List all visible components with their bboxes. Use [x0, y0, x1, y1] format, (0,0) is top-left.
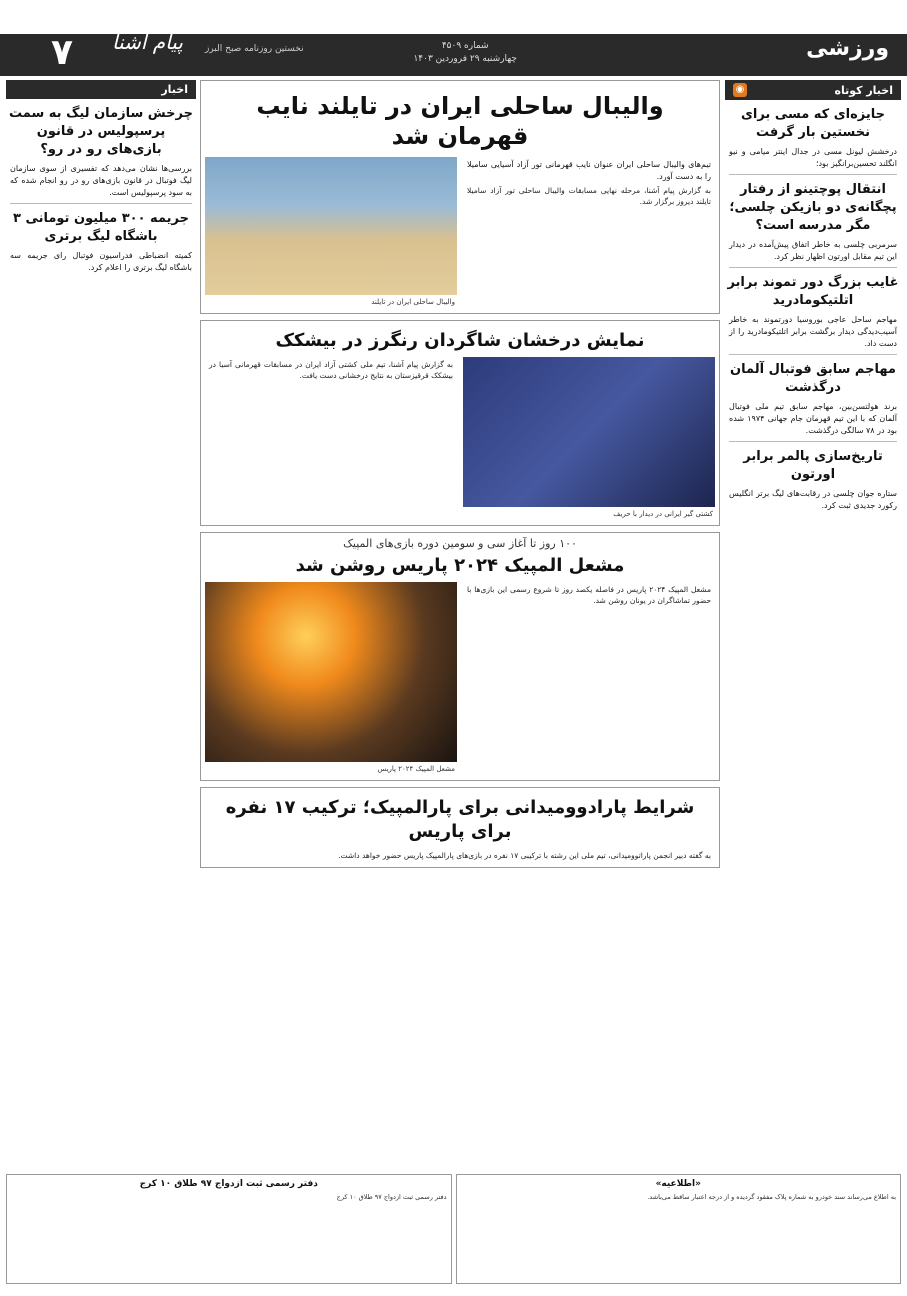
story-olympic-torch: [200, 532, 720, 781]
story-body: به گزارش پیام آشنا، تیم ملی کشتی آزاد ایران در مسابقات قهرمانی آسیا در بیشکک قرقیزستان به نتایج درخشانی دست یافت.: [209, 360, 453, 380]
news-title: چرخش سازمان لیگ به سمت پرسپولیس در قانون بازی‌های رو در رو؟: [8, 106, 193, 157]
news-lead: کمیته انضباطی فدراسیون فوتبال رای جریمه سه باشگاه لیگ برتری را اعلام کرد.: [10, 251, 192, 272]
story-para-athletics: [200, 787, 720, 868]
notice-box: [456, 1174, 902, 1284]
news-column: [6, 80, 196, 1170]
story-grid: [205, 157, 715, 309]
divider: [729, 174, 897, 175]
news-lead: مهاجم ساحل عاجی بوروسیا دورتموند به خاطر آسیب‌دیدگی دیدار برگشت برابر اتلتیکومادرید را از دست داد.: [729, 315, 897, 348]
photo-caption: کشتی گیر ایرانی در دیدار با حریف: [613, 510, 713, 518]
story-kicker: ۱۰۰ روز تا آغاز سی و سومین دوره بازی‌های المپیک: [343, 537, 577, 550]
photo-caption: مشعل المپیک ۲۰۲۴ پاریس: [377, 765, 455, 773]
olympic-torch-photo: [205, 582, 457, 762]
notice-title: «اطلاعیه»: [655, 1179, 701, 1189]
beach-volleyball-photo: [205, 157, 457, 295]
notice-body: به اطلاع می‌رساند سند خودرو به شماره پلاک مفقود گردیده و از درجه اعتبار ساقط می‌باشد.: [647, 1193, 896, 1201]
divider: [729, 267, 897, 268]
news-lead: سرمربی چلسی به خاطر اتفاق پیش‌آمده در دیدار این تیم مقابل اورتون اظهار نظر کرد.: [729, 240, 897, 261]
main-column: [200, 80, 720, 1170]
notice-box: [6, 1174, 452, 1284]
news-lead: ستاره جوان چلسی در رقابت‌های لیگ برتر انگلیس رکورد جدیدی ثبت کرد.: [729, 489, 897, 510]
story-media: [463, 357, 715, 521]
story-title: شرایط پارادوومیدانی برای پارالمپیک؛ ترکیب ۱۷ نفره برای پاریس: [225, 797, 695, 842]
story-text: [463, 157, 715, 309]
section-title: ورزشی: [806, 36, 889, 61]
story-title: والیبال ساحلی ایران در تایلند نایب قهرمان شد: [256, 92, 664, 150]
divider: [729, 441, 897, 442]
story-text: [205, 357, 457, 521]
story-grid: [205, 582, 715, 776]
story-body: به گفته دبیر انجمن پاراتوومیدانی، تیم ملی این رشته با ترکیبی ۱۷ نفره در بازی‌های پارالمپیک پاریس حضور خواهد داشت.: [338, 851, 711, 860]
notice-body: دفتر رسمی ثبت ازدواج ۹۷ طلاق ۱۰ کرج: [336, 1193, 447, 1201]
news-title: جریمه ۳۰۰ میلیون تومانی ۳ باشگاه لیگ برتری: [12, 211, 189, 244]
news-header: [6, 80, 196, 99]
issue-info: [413, 40, 517, 66]
issue-date: چهارشنبه ۲۹ فروردین ۱۴۰۳: [413, 54, 517, 64]
news-lead: برند هولتسن‌بین، مهاجم سابق تیم ملی فوتبال آلمان که با این تیم قهرمان جام جهانی ۱۹۷۴ شده بود در ۷۸ سالگی درگذشت.: [729, 402, 898, 435]
story-body: به گزارش پیام آشنا، مرحله نهایی مسابقات والیبال ساحلی تور آزاد سامیلا تایلند دیروز برگزار شد.: [467, 186, 711, 206]
tagline: نخستین روزنامه صبح البرز: [205, 44, 304, 54]
story-volleyball: [200, 80, 720, 314]
rss-icon: ◉: [733, 83, 747, 97]
news-lead: درخشش لیونل مسی در جدال اینتر میامی و نیو انگلند تحسین‌برانگیز بود؛: [729, 147, 897, 168]
news-title: مهاجم سابق فوتبال آلمان درگذشت: [730, 362, 896, 395]
wrestling-photo: [463, 357, 715, 507]
story-wrestling: [200, 320, 720, 526]
short-news-header: [725, 80, 901, 100]
masthead: [0, 0, 907, 76]
news-title: غایب بزرگ دور تموند برابر اتلتیکومادرید: [727, 275, 899, 308]
story-media: [205, 582, 457, 776]
story-lead: تیم‌های والیبال ساحلی ایران عنوان نایب قهرمانی تور آزاد آسیایی سامیلا را به دست آورد.: [467, 160, 711, 181]
issue-number: شماره ۴۵۰۹: [441, 41, 489, 51]
news-title: انتقال پوچتینو از رفتار پچگانه‌ی دو بازیکن چلسی؛ مگر مدرسه است؟: [729, 182, 897, 233]
newspaper-logo: پیام آشنا: [112, 30, 183, 54]
story-grid: [205, 357, 715, 521]
divider: [729, 354, 897, 355]
divider: [10, 203, 192, 204]
notices-strip: [6, 1174, 901, 1284]
page-number: ۷: [51, 32, 73, 73]
news-lead: بررسی‌ها نشان می‌دهد که تفسیری از سوی سازمان لیگ فوتبال در قانون بازی‌های رو در رو انجام شده که به سود پرسپولیس است.: [10, 164, 192, 197]
story-body: مشعل المپیک ۲۰۲۴ پاریس در فاصله یکصد روز تا شروع رسمی این بازی‌ها با حضور تماشاگران در یونان روشن شد.: [467, 585, 711, 605]
story-media: [205, 157, 457, 309]
photo-caption: والیبال ساحلی ایران در تایلند: [371, 298, 455, 306]
notice-title: دفتر رسمی ثبت ازدواج ۹۷ طلاق ۱۰ کرج: [139, 1179, 318, 1189]
short-news-column: [725, 80, 901, 1170]
news-title: تاریخ‌سازی پالمر برابر اورتون: [743, 449, 883, 482]
story-title: مشعل المپیک ۲۰۲۴ پاریس روشن شد: [295, 555, 625, 576]
news-label: اخبار: [161, 83, 188, 96]
story-text: [463, 582, 715, 776]
story-title: نمایش درخشان شاگردان رنگرز در بیشکک: [275, 330, 645, 351]
news-title: جایزه‌ای که مسی برای نخستین بار گرفت: [740, 107, 886, 140]
short-news-label: اخبار کوتاه: [834, 83, 893, 97]
